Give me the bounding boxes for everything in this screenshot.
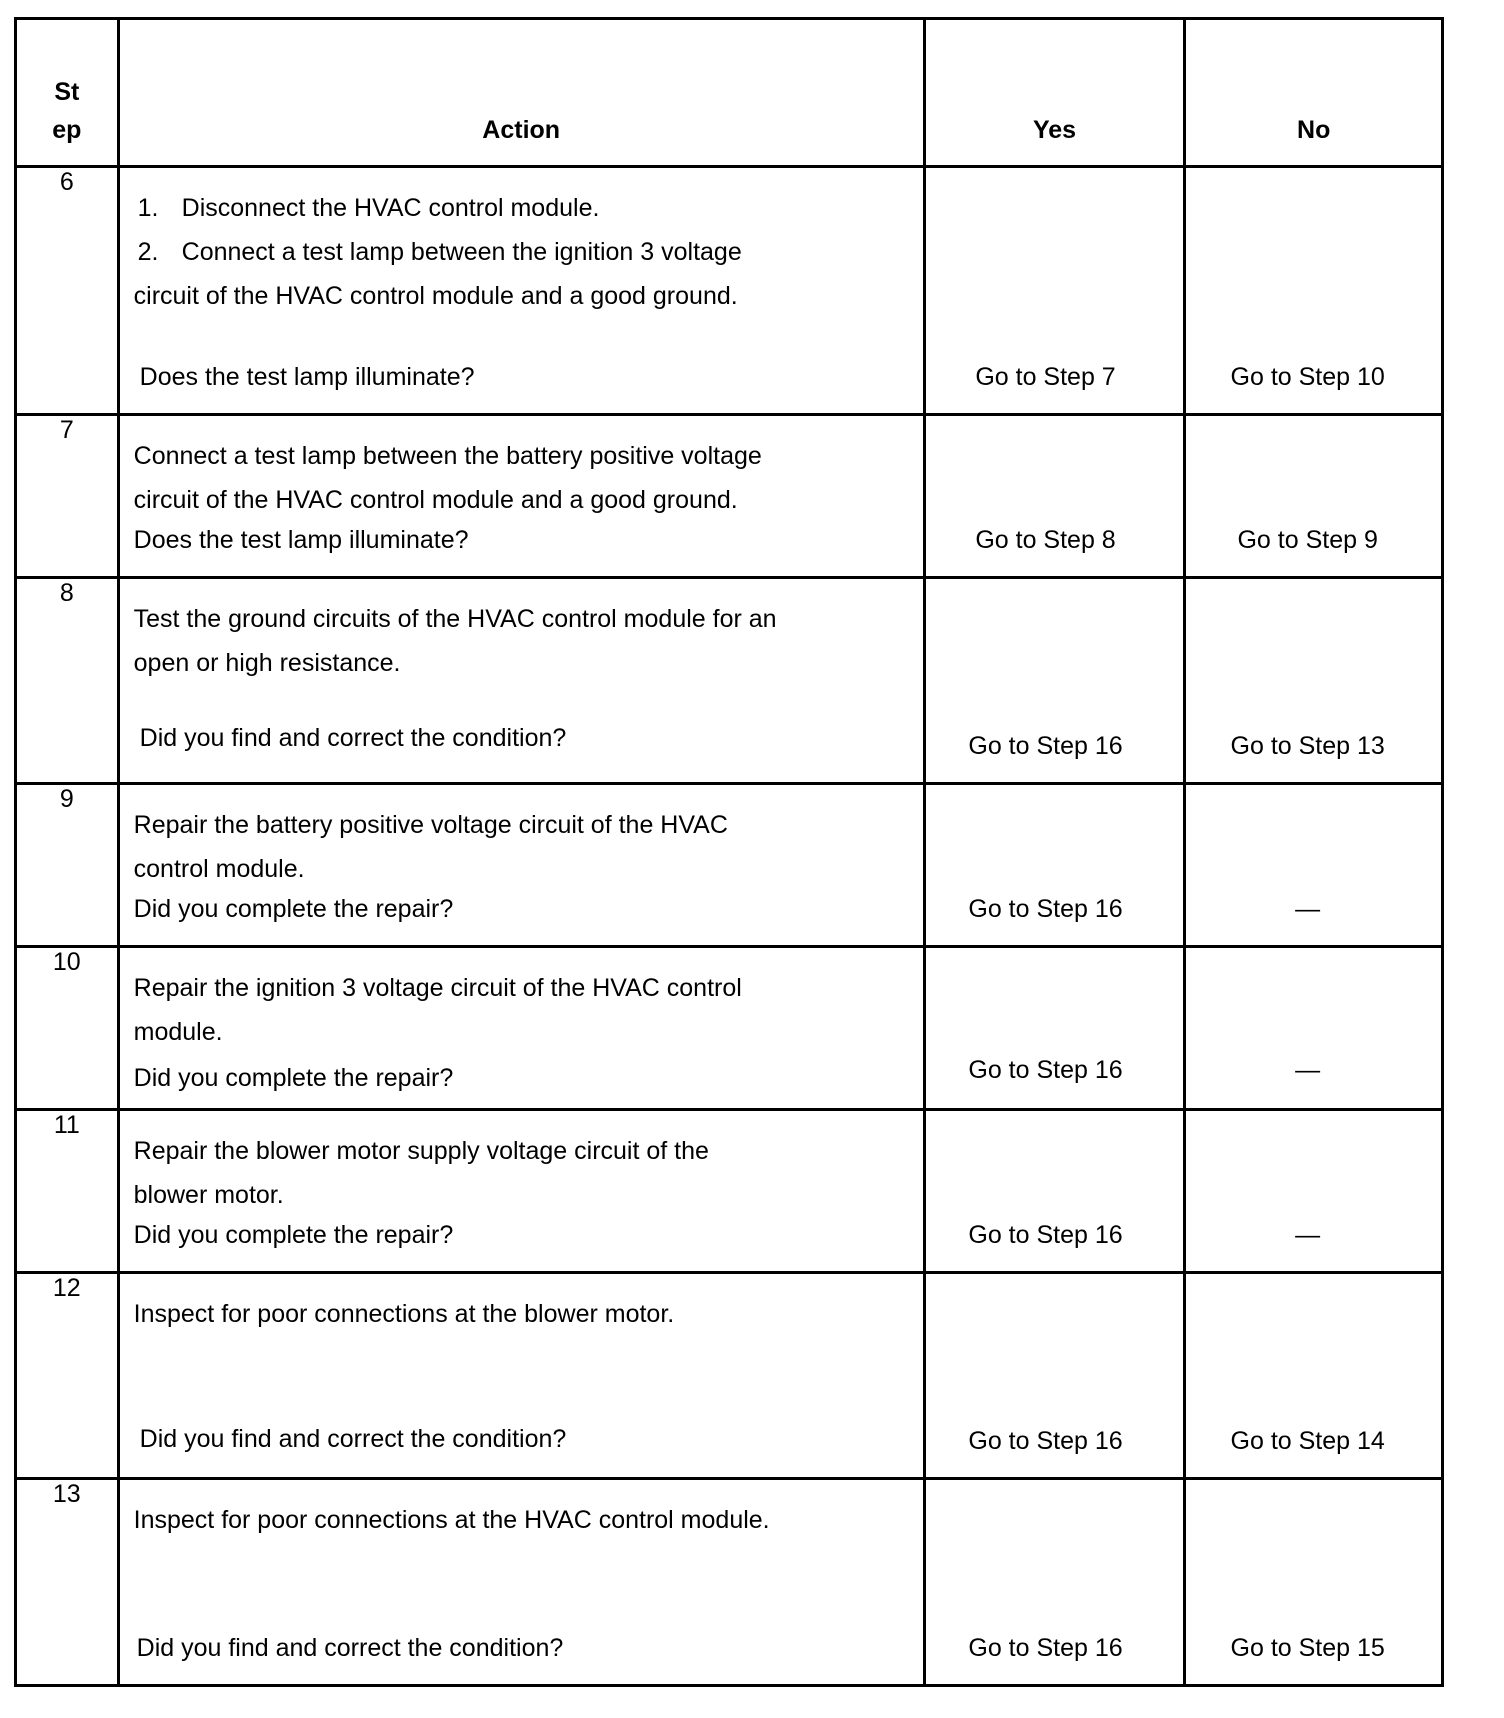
- action-cell: [118, 1110, 924, 1273]
- table-row: [16, 1479, 1443, 1686]
- action-question: Does the test lamp illuminate?: [139, 363, 475, 391]
- yes-cell: [924, 415, 1185, 578]
- no-cell: [1185, 1273, 1443, 1479]
- step-number: 11: [16, 1110, 119, 1273]
- yes-result: Go to Step 7: [975, 363, 1116, 391]
- no-cell: [1185, 947, 1443, 1110]
- yes-cell: [924, 947, 1185, 1110]
- header-step-line1: St: [54, 78, 80, 106]
- action-question: Did you find and correct the condition?: [139, 1425, 567, 1453]
- action-question: Did you complete the repair?: [133, 1221, 454, 1249]
- table-row: [16, 167, 1443, 415]
- action-line: Repair the battery positive voltage circuit of the HVAC: [133, 811, 728, 839]
- action-question: Did you find and correct the condition?: [136, 1634, 564, 1662]
- action-line: module.: [133, 1018, 223, 1046]
- header-action: [118, 19, 924, 167]
- action-line: circuit of the HVAC control module and a good ground.: [133, 282, 738, 310]
- yes-cell: [924, 1479, 1185, 1686]
- no-cell: [1185, 1110, 1443, 1273]
- table-row: [16, 1273, 1443, 1479]
- no-result: Go to Step 14: [1230, 1427, 1385, 1455]
- no-result: Go to Step 15: [1230, 1634, 1385, 1662]
- table-header-row: [16, 19, 1443, 167]
- yes-result: Go to Step 16: [968, 1056, 1123, 1084]
- no-cell: [1185, 578, 1443, 784]
- action-cell: [118, 415, 924, 578]
- action-question: Did you find and correct the condition?: [139, 724, 567, 752]
- no-result: —: [1295, 1056, 1321, 1084]
- action-question: Did you complete the repair?: [133, 1064, 454, 1092]
- table-row: [16, 1110, 1443, 1273]
- yes-result: Go to Step 8: [975, 526, 1116, 554]
- no-result: Go to Step 13: [1230, 732, 1385, 760]
- no-result: Go to Step 9: [1237, 526, 1378, 554]
- action-line: Repair the ignition 3 voltage circuit of the HVAC control: [133, 974, 742, 1002]
- action-line: Connect a test lamp between the battery positive voltage: [133, 442, 762, 470]
- yes-result: Go to Step 16: [968, 732, 1123, 760]
- action-line: Inspect for poor connections at the blower motor.: [133, 1300, 675, 1328]
- step-number: 10: [16, 947, 119, 1110]
- step-number: 6: [16, 167, 119, 415]
- header-step-line2: ep: [52, 116, 82, 144]
- action-cell: [118, 1479, 924, 1686]
- table-row: [16, 415, 1443, 578]
- action-line: Repair the blower motor supply voltage circuit of the: [133, 1137, 709, 1165]
- no-result: Go to Step 10: [1230, 363, 1385, 391]
- step-number: 13: [16, 1479, 119, 1686]
- action-line: circuit of the HVAC control module and a good ground.: [133, 486, 738, 514]
- action-cell: [118, 167, 924, 415]
- action-line: open or high resistance.: [133, 649, 401, 677]
- action-line: [134, 230, 923, 274]
- action-line: blower motor.: [133, 1181, 284, 1209]
- yes-cell: [924, 578, 1185, 784]
- action-cell: [118, 784, 924, 947]
- table-row: [16, 578, 1443, 784]
- yes-result: Go to Step 16: [968, 1634, 1123, 1662]
- action-cell: [118, 947, 924, 1110]
- header-yes: [924, 19, 1185, 167]
- yes-cell: [924, 167, 1185, 415]
- step-number: 8: [16, 578, 119, 784]
- list-number: 1.: [137, 194, 159, 222]
- header-step: [16, 19, 119, 167]
- action-line: Inspect for poor connections at the HVAC control module.: [133, 1506, 770, 1534]
- diagnostic-table-page: [14, 17, 1444, 1687]
- step-number: 12: [16, 1273, 119, 1479]
- step-number: 9: [16, 784, 119, 947]
- yes-cell: [924, 1273, 1185, 1479]
- header-no: [1185, 19, 1443, 167]
- action-question: Does the test lamp illuminate?: [133, 526, 469, 554]
- step-number: 7: [16, 415, 119, 578]
- action-line-text: Disconnect the HVAC control module.: [181, 194, 600, 222]
- no-cell: [1185, 415, 1443, 578]
- action-line: control module.: [133, 855, 305, 883]
- table-row: [16, 784, 1443, 947]
- action-cell: [118, 1273, 924, 1479]
- yes-result: Go to Step 16: [968, 895, 1123, 923]
- action-line: Test the ground circuits of the HVAC control module for an: [133, 605, 777, 633]
- yes-cell: [924, 1110, 1185, 1273]
- yes-result: Go to Step 16: [968, 1427, 1123, 1455]
- no-result: —: [1295, 1221, 1321, 1249]
- table-row: [16, 947, 1443, 1110]
- no-cell: [1185, 784, 1443, 947]
- header-action-label: Action: [482, 116, 561, 144]
- action-line: [134, 186, 923, 230]
- list-number: 2.: [137, 238, 159, 266]
- no-result: —: [1295, 895, 1321, 923]
- no-cell: [1185, 167, 1443, 415]
- yes-result: Go to Step 16: [968, 1221, 1123, 1249]
- diagnostic-steps-table: [14, 17, 1444, 1687]
- action-cell: [118, 578, 924, 784]
- action-line-text: Connect a test lamp between the ignition 3 voltage: [181, 238, 742, 266]
- action-question: Did you complete the repair?: [133, 895, 454, 923]
- header-yes-label: Yes: [1032, 116, 1077, 144]
- no-cell: [1185, 1479, 1443, 1686]
- header-no-label: No: [1297, 116, 1331, 144]
- yes-cell: [924, 784, 1185, 947]
